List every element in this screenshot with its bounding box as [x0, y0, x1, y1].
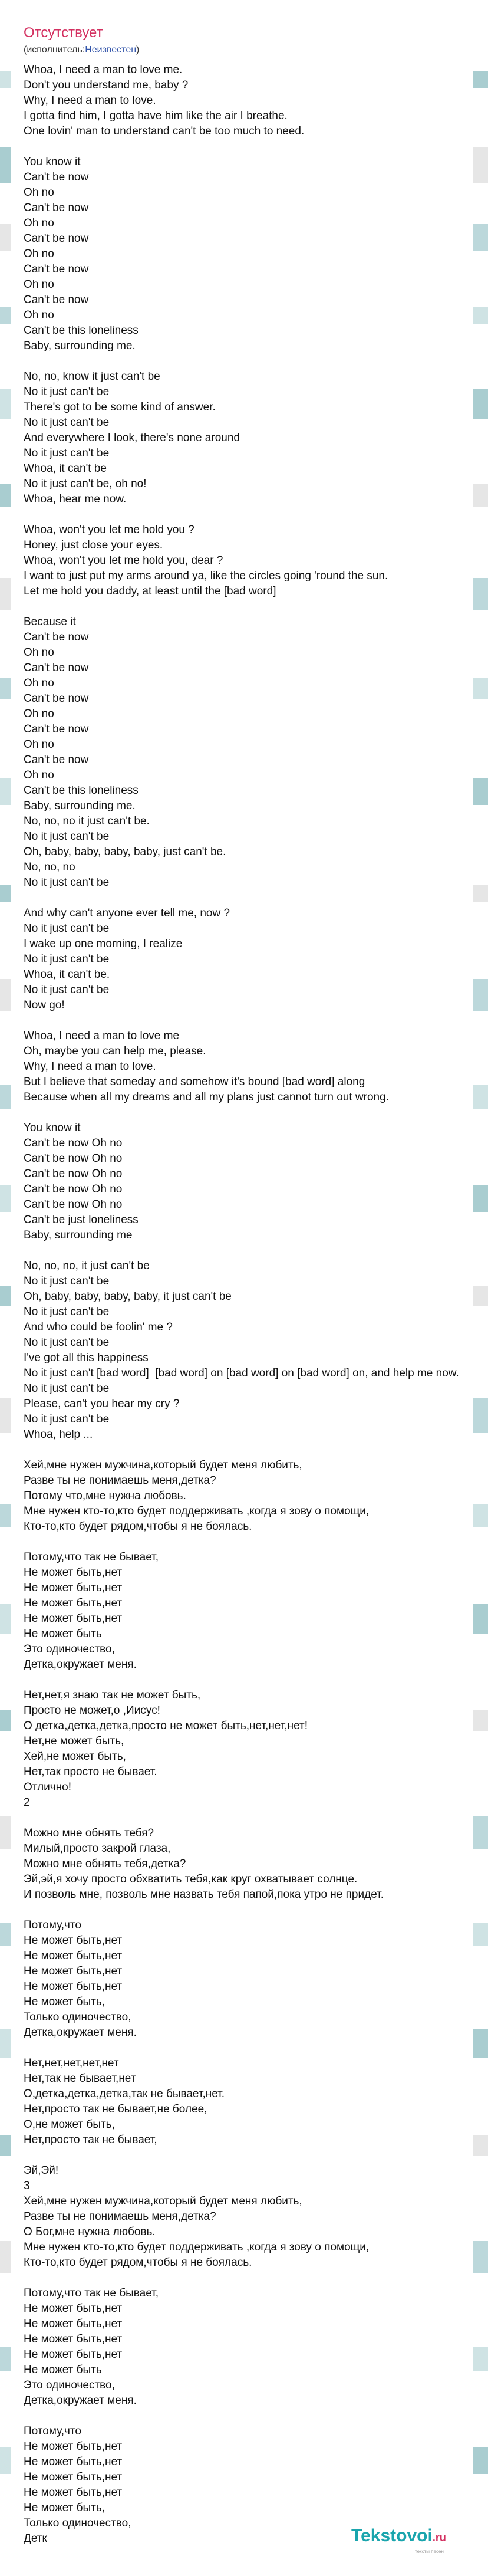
site-logo[interactable] — [351, 2526, 446, 2546]
side-stripe-left — [0, 2135, 11, 2156]
side-stripe-left — [0, 1398, 11, 1433]
artist-prefix: (исполнитель: — [24, 45, 85, 55]
logo-tld: .ru — [432, 2532, 446, 2544]
side-stripe-left — [0, 1504, 11, 1527]
side-stripe-left — [0, 224, 11, 251]
side-stripe-left — [0, 885, 11, 902]
song-title: Отсутствует — [24, 25, 103, 41]
site-tagline: тексты песен — [415, 2549, 444, 2554]
side-stripe-left — [0, 1286, 11, 1306]
side-stripe-left — [0, 71, 11, 88]
side-stripe-left — [0, 678, 11, 699]
side-stripe-left — [0, 979, 11, 1011]
side-stripe-left — [0, 578, 11, 610]
side-stripe-left — [0, 2029, 11, 2058]
lyrics-text: Whoa, I need a man to love me. Don't you understand me, baby ? Why, I need a man to love. I gotta find him, I gotta have him like the air I breathe. One lovin' man to understand can't be too much to need. You know it Can't be now Oh no Can't be now Oh no Can't be now Oh no Can't be now Oh no Can't be now Oh no Can't be this loneliness Baby, surrounding me. No, no, know it just can't be No it just can't be There's got to be some kind of answer. No it just can't be And everywhere I look, there's none around No it just can't be Whoa, it can't be No it just can't be, oh no! Whoa, hear me now. Whoa, won't you let me hold you ? Honey, just close your eyes. Whoa, won't you let me hold you, dear ? I want to just put my arms around ya, like the circles going 'round the sun. Let me hold you daddy, at least until the [bad word] Because it Can't be now Oh no Can't be now Oh no Can't be now Oh no Can't be now Oh no Can't be now Oh no Can't be this loneliness Baby, surrounding me. No, no, no it just can't be. No it just can't be Oh, baby, baby, baby, baby, just can't be. No, no, no No it just can't be And why can't anyone ever tell me, now ? No it just can't be I wake up one morning, I realize No it just can't be Whoa, it can't be. No it just can't be Now go! Whoa, I need a man to love me Oh, maybe you can help me, please. Why, I need a man to love. But I believe that someday and somehow it's bound [bad word] along Because when all my dreams and all my plans just cannot turn out wrong. You know it Can't be now Oh no Can't be now Oh no Can't be now Oh no Can't be now Oh no Can't be now Oh no Can't be just loneliness Baby, surrounding me No, no, no, it just can't be No it just can't be Oh, baby, baby, baby, baby, it just can't be No it just can't be And who could be foolin' me ? No it just can't be I've got all this happiness No it just can't [bad word] [bad word] on [bad word] on [bad word] on, and help me now. No it just can't be Please, can't you hear my cry ? No it just can't be Whoa, help ... Хей,мне нужен мужчина,который будет меня любить, Разве ты не понимаешь меня,детка? Потому что,мне нужна любовь. Мне нужен кто-то,кто будет поддерживать ,когда я зову о помощи, Кто-то,кто будет рядом,чтобы я не боялась. Потому,что так не бывает, Не может быть,нет Не может быть,нет Не может быть,нет Не может быть,нет Не может быть Это одиночество, Детка,окружает меня. Нет,нет,я знаю так не может быть, Просто не может,о ,Иисус! О детка,детка,детка,просто не может быть,нет,нет,нет! Нет,не может быть, Хей,не может быть, Нет,так просто не бывает. Отлично! 2 Можно мне обнять тебя? Милый,просто закрой глаза, Можно мне обнять тебя,детка? Эй,эй,я хочу просто обхватить тебя,как круг охватывает солнце. И позволь мне, позволь мне назвать тебя папой,пока утро не придет. Потому,что Не может быть,нет Не может быть,нет Не может быть,нет Не может быть,нет Не может быть, Только одиночество, Детка,окружает меня. Нет,нет,нет,нет,нет Нет,так не бывает,нет О,детка,детка,детка,так не бывает,нет. Нет,просто так не бывает,не более, О,не может быть, Нет,просто так не бывает, Эй,Эй! 3 Хей,мне нужен мужчина,который будет меня любить, Разве ты не понимаешь меня,детка? О Бог,мне нужна любовь. Мне нужен кто-то,кто будет поддерживать ,когда я зову о помощи, Кто-то,кто будет рядом,чтобы я не боялась. Потому,что так не бывает, Не может быть,нет Не может быть,нет Не может быть,нет Не может быть,нет Не может быть Это одиночество, Детка,окружает меня. Потому,что Не может быть,нет Не может быть,нет Не может быть,нет Не может быть,нет Не может быть, Только одиночество, Детк — [24, 64, 459, 2545]
side-stripe-left — [0, 1816, 11, 1849]
artist-suffix: ) — [136, 45, 140, 55]
side-stripe-left — [0, 778, 11, 805]
side-stripe-left — [0, 2347, 11, 2371]
side-stripe-left — [0, 1604, 11, 1634]
side-stripe-left — [0, 1710, 11, 1731]
side-stripe-left — [0, 1185, 11, 1212]
side-stripe-left — [0, 147, 11, 183]
side-stripe-left — [0, 1085, 11, 1109]
side-stripe-left — [0, 484, 11, 507]
side-stripe-left — [0, 1923, 11, 1946]
side-stripe-left — [0, 389, 11, 419]
side-stripe-left — [0, 2241, 11, 2273]
artist-line — [24, 45, 477, 55]
lyrics-page — [24, 25, 477, 2547]
artist-link[interactable]: Неизвестен — [85, 45, 137, 55]
logo-name: Tekstovoi — [351, 2526, 433, 2545]
side-stripe-left — [0, 307, 11, 324]
side-stripe-left — [0, 2447, 11, 2474]
